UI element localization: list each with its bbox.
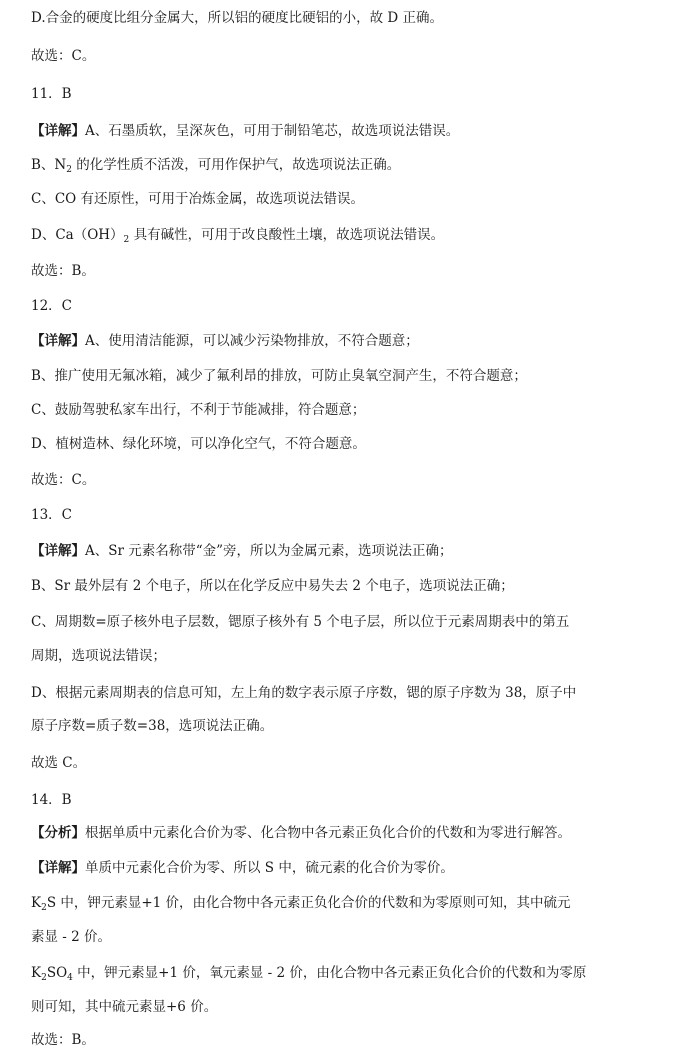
- text-line: [31, 400, 667, 420]
- line-text: K: [31, 895, 42, 911]
- line-text: S 中，钾元素显+1 价，由化合物中各元素正负化合价的代数和为零原则可知，其中硫元: [46, 895, 571, 911]
- line-text: 素显 - 2 价。: [31, 929, 112, 945]
- line-text: 周期，选项说法错误；: [31, 648, 166, 664]
- line-text: D、植树造林、绿化环境，可以净化空气，不符合题意。: [31, 436, 366, 452]
- text-line: [31, 225, 667, 250]
- line-text: 13．C: [31, 507, 73, 523]
- line-text: A、Sr 元素名称带“金”旁，所以为金属元素，选项说法正确；: [85, 543, 453, 559]
- line-text: 单质中元素化合价为零、所以 S 中，硫元素的化合价为零价。: [85, 860, 454, 876]
- line-text: D、根据元素周期表的信息可知，左上角的数字表示原子序数，锶的原子序数为 38，原子中: [31, 685, 577, 701]
- text-line: [31, 893, 667, 918]
- question-number: [31, 790, 667, 810]
- question-number: [31, 505, 667, 525]
- text-line: [31, 963, 667, 988]
- line-text: C、CO 有还原性，可用于冶炼金属，故选项说法错误。: [31, 191, 365, 207]
- line-text: 原子序数=质子数=38，选项说法正确。: [31, 718, 274, 734]
- text-line: [31, 155, 667, 180]
- text-line: [31, 8, 667, 28]
- line-text: 具有碱性，可用于改良酸性土壤，故选项说法错误。: [129, 227, 445, 243]
- line-text: 故选：B。: [31, 263, 95, 279]
- text-line: [31, 612, 667, 632]
- subscript: 2: [41, 903, 47, 913]
- line-text: 故选：C。: [31, 48, 96, 64]
- line-text: SO: [46, 965, 68, 981]
- answer-line: [31, 1030, 667, 1050]
- subscript: 2: [123, 235, 130, 245]
- question-number: [31, 296, 667, 316]
- line-text: 故选：C。: [31, 472, 96, 488]
- section-tag: 【详解】: [31, 123, 85, 139]
- text-line: [31, 331, 667, 351]
- section-tag: 【分析】: [31, 825, 85, 841]
- text-line: [31, 434, 667, 454]
- line-text: C、周期数=原子核外电子层数，锶原子核外有 5 个电子层，所以位于元素周期表中的第五: [31, 614, 570, 630]
- line-text: D.合金的硬度比组分金属大，所以铝的硬度比硬铝的小，故 D 正确。: [31, 10, 444, 26]
- text-line: [31, 716, 667, 736]
- line-text: 14．B: [31, 792, 72, 808]
- line-text: K: [31, 965, 42, 981]
- subscript: 2: [66, 165, 72, 175]
- answer-line: [31, 470, 667, 490]
- line-text: B、推广使用无氟冰箱，减少了氟利昂的排放，可防止臭氧空洞产生，不符合题意；: [31, 368, 527, 384]
- text-line: [31, 541, 667, 561]
- text-line: [31, 997, 667, 1017]
- line-text: D、Ca（OH）: [31, 227, 124, 243]
- text-line: [31, 646, 667, 666]
- question-number: [31, 84, 667, 104]
- line-text: 11．B: [31, 86, 72, 102]
- line-text: B、N: [31, 157, 67, 173]
- text-line: [31, 366, 667, 386]
- line-text: 故选 C。: [31, 755, 87, 771]
- text-line: [31, 121, 667, 141]
- line-text: 的化学性质不活泼，可用作保护气，故选项说法正确。: [71, 157, 401, 173]
- text-line: [31, 823, 667, 843]
- subscript: 4: [67, 973, 73, 983]
- answer-line: [31, 753, 667, 773]
- line-text: 中，钾元素显+1 价，氧元素显 - 2 价，由化合物中各元素正负化合价的代数和为零原: [72, 965, 587, 981]
- text-line: [31, 927, 667, 947]
- section-tag: 【详解】: [31, 543, 85, 559]
- line-text: 则可知，其中硫元素显+6 价。: [31, 999, 218, 1015]
- section-tag: 【详解】: [31, 333, 85, 349]
- subscript: 2: [41, 973, 47, 983]
- line-text: 故选：B。: [31, 1032, 95, 1048]
- line-text: A、石墨质软，呈深灰色，可用于制铅笔芯，故选项说法错误。: [85, 123, 460, 139]
- text-line: [31, 576, 667, 596]
- line-text: A、使用清洁能源，可以减少污染物排放，不符合题意；: [85, 333, 419, 349]
- line-text: 12．C: [31, 298, 73, 314]
- line-text: B、Sr 最外层有 2 个电子，所以在化学反应中易失去 2 个电子，选项说法正确；: [31, 578, 514, 594]
- answer-line: [31, 261, 667, 281]
- answer-line: [31, 46, 667, 66]
- text-line: [31, 683, 667, 703]
- text-line: [31, 858, 667, 878]
- line-text: 根据单质中元素化合价为零、化合物中各元素正负化合价的代数和为零进行解答。: [85, 825, 571, 841]
- text-line: [31, 189, 667, 209]
- line-text: C、鼓励驾驶私家车出行，不利于节能减排，符合题意；: [31, 402, 366, 418]
- section-tag: 【详解】: [31, 860, 85, 876]
